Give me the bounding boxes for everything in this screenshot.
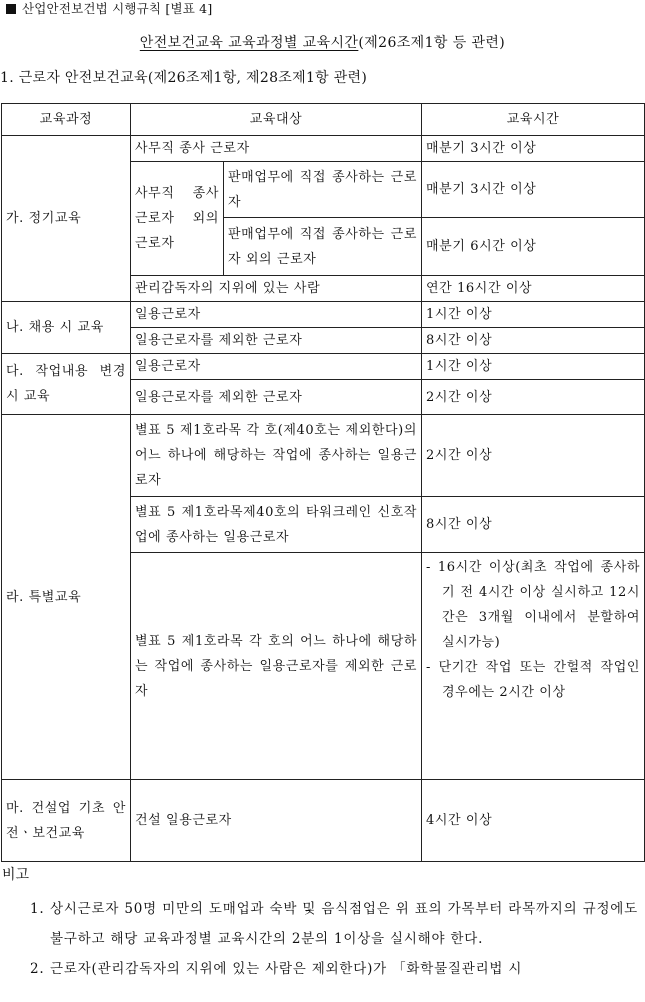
course-d-row1-target: 별표 5 제1호라목 각 호(제40호는 제외한다)의 어느 하나에 해당하는 작업에 종사하는 일용근로자 [131, 415, 422, 497]
table-row [2, 354, 645, 380]
remark-text: 상시근로자 50명 미만의 도매업과 숙박 및 음식점업은 위 표의 가목부터 라목까지의 규정에도 불구하고 해당 교육과정별 교육시간의 2분의 1이상을 실시해야 한다. [50, 901, 638, 947]
table-row [2, 780, 645, 862]
law-reference-text: 산업안전보건법 시행규칙 [별표 4] [22, 1, 213, 16]
course-a-sales-other-time: 매분기 6시간 이상 [422, 218, 645, 276]
header-course: 교육과정 [2, 104, 131, 136]
course-b-non-daily-time: 8시간 이상 [422, 328, 645, 354]
course-c-name: 다. 작업내용 변경 시 교육 [2, 354, 131, 415]
course-c-non-daily: 일용근로자를 제외한 근로자 [131, 380, 422, 415]
course-a-name: 가. 정기교육 [2, 136, 131, 302]
table-row [2, 136, 645, 162]
law-reference [6, 1, 212, 17]
page-title-main: 안전보건교육 교육과정별 교육시간 [139, 35, 359, 51]
section-heading: 1. 근로자 안전보건교육(제26조제1항, 제28조제1항 관련) [0, 70, 368, 86]
course-d-row1-time: 2시간 이상 [422, 415, 645, 497]
header-target: 교육대상 [131, 104, 422, 136]
remark-number: 1. [30, 901, 45, 917]
course-d-row2-time: 8시간 이상 [422, 497, 645, 553]
header-time: 교육시간 [422, 104, 645, 136]
page-title [0, 34, 645, 52]
education-hours-table [1, 103, 645, 862]
course-e-name: 마. 건설업 기초 안전ㆍ보건교육 [2, 780, 131, 862]
remark-text: 근로자(관리감독자의 지위에 있는 사람은 제외한다)가 「화학물질관리법 시 [50, 961, 523, 977]
square-bullet-icon [6, 4, 16, 14]
course-c-daily: 일용근로자 [131, 354, 422, 380]
course-d-row3-time [422, 553, 645, 780]
remark-number: 2. [30, 961, 45, 977]
course-e-time: 4시간 이상 [422, 780, 645, 862]
table-row [2, 415, 645, 497]
list-item [30, 894, 638, 954]
course-a-non-office-label: 사무직 종사 근로자 외의 근로자 [131, 162, 224, 276]
table-header-row [2, 104, 645, 136]
course-a-supervisor-time: 연간 16시간 이상 [422, 276, 645, 302]
course-a-office-worker: 사무직 종사 근로자 [131, 136, 422, 162]
course-d-row3-target: 별표 5 제1호라목 각 호의 어느 하나에 해당하는 작업에 종사하는 일용근로자를 제외한 근로자 [131, 553, 422, 780]
course-a-sales-other: 판매업무에 직접 종사하는 근로자 외의 근로자 [224, 218, 422, 276]
course-d-row3-time-item: - 16시간 이상(최초 작업에 종사하기 전 4시간 이상 실시하고 12시간은 3개월 이내에서 분할하여 실시가능) [426, 560, 641, 650]
course-a-sales-direct-time: 매분기 3시간 이상 [422, 162, 645, 218]
course-c-non-daily-time: 2시간 이상 [422, 380, 645, 415]
course-a-office-worker-time: 매분기 3시간 이상 [422, 136, 645, 162]
course-c-daily-time: 1시간 이상 [422, 354, 645, 380]
course-e-target: 건설 일용근로자 [131, 780, 422, 862]
page-title-suffix: (제26조제1항 등 관련) [358, 35, 506, 51]
remarks-list [30, 894, 638, 984]
course-a-supervisor: 관리감독자의 지위에 있는 사람 [131, 276, 422, 302]
course-b-daily: 일용근로자 [131, 302, 422, 328]
list-item [30, 954, 638, 984]
course-d-row3-time-item: - 단기간 작업 또는 간헐적 작업인 경우에는 2시간 이상 [426, 660, 641, 700]
table-row [2, 302, 645, 328]
course-b-daily-time: 1시간 이상 [422, 302, 645, 328]
remarks-heading: 비고 [2, 867, 30, 883]
course-b-non-daily: 일용근로자를 제외한 근로자 [131, 328, 422, 354]
course-d-row2-target: 별표 5 제1호라목제40호의 타워크레인 신호작업에 종사하는 일용근로자 [131, 497, 422, 553]
course-a-sales-direct: 판매업무에 직접 종사하는 근로자 [224, 162, 422, 218]
course-d-name: 라. 특별교육 [2, 415, 131, 780]
course-b-name: 나. 채용 시 교육 [2, 302, 131, 354]
